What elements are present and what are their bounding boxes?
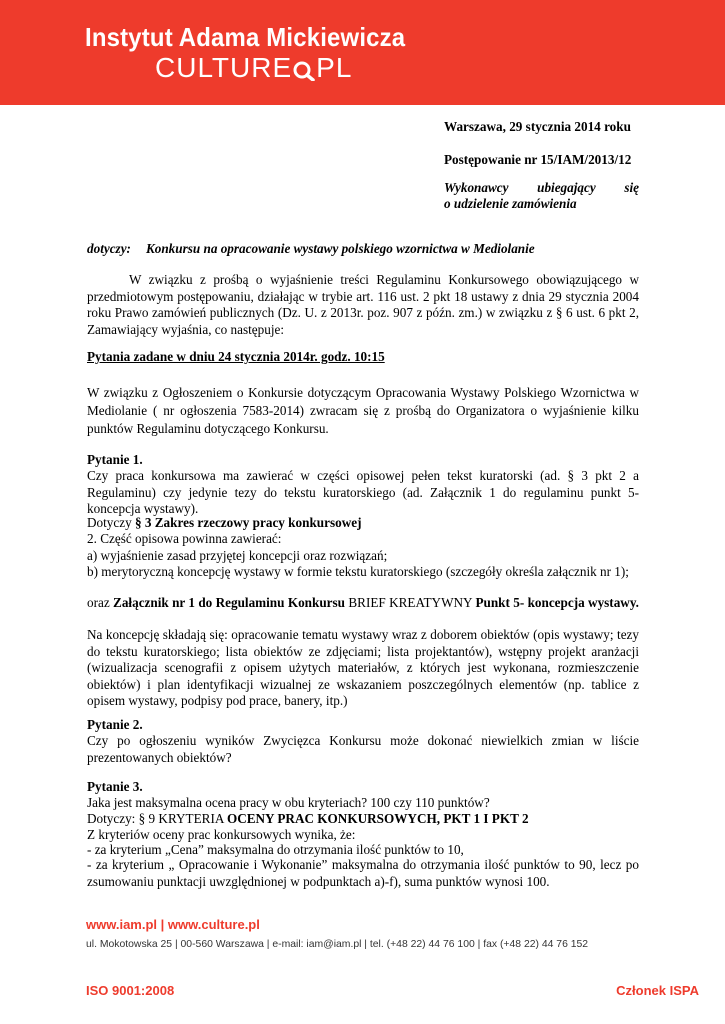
recipients-line1: Wykonawcy ubiegający się	[444, 180, 639, 195]
q3-line2: - za kryterium „Cena” maksymalna do otrzymania ilość punktów to 10,	[87, 842, 464, 857]
q3-title: Pytanie 3.	[87, 779, 143, 794]
intro-paragraph: W związku z prośbą o wyjaśnienie treści Regulaminu Konkursowego obowiązującego w przedmiotowym postępowaniu, działając w trybie art. 116 ust. 2 pkt 18 ustawy z dnia 29 stycznia 2004 roku Prawo zamówień publicznych (Dz. U. z 2013r. poz. 907 z późn. zm.) w związku z § 6 ust. 6 pkt 2, Zamawiający wyjaśnia, co następuje:	[87, 272, 639, 337]
q3-ref-prefix: Dotyczy: § 9 KRYTERIA	[87, 811, 227, 826]
letter-intro: W związku z Ogłoszeniem o Konkursie dotyczącym Opracowania Wystawy Polskiego Wzornictwa w Mediolanie ( nr ogłoszenia 7583-2014) zwracam się z prośbą do Organizatora o wyjaśnienie kilku punktów Regulaminu dotyczącego Konkursu.	[87, 385, 639, 436]
q1-title: Pytanie 1.	[87, 452, 143, 467]
org-name: Instytut Adama Mickiewicza	[85, 22, 406, 52]
q1-ref2-bold2: Punkt 5- koncepcja wystawy.	[475, 595, 639, 610]
q1-text: Czy praca konkursowa ma zawierać w części opisowej pełen tekst kuratorski (ad. § 3 pkt 2 a Regulaminu) czy jedynie tezy do tekstu kuratorskiego (ad. Załącznik 1 do regulaminu punkt 5- koncepcja wystawy).	[87, 468, 639, 516]
q2-text: Czy po ogłoszeniu wyników Zwycięzca Konkursu może dokonać niewielkich zmian w liście prezentowanych obiektów?	[87, 733, 639, 765]
recipients-line2: o udzielenie zamówienia	[444, 196, 577, 211]
q3-reference	[87, 811, 639, 828]
subject-line	[87, 241, 639, 258]
q1-ref-bold: § 3 Zakres rzeczowy pracy konkursowej	[134, 515, 362, 530]
q1-ref2-mid: BRIEF KREATYWNY	[345, 595, 476, 610]
q1-item-b: b) merytoryczną koncepcję wystawy w formie tekstu kuratorskiego (szczegóły określa załącznik nr 1);	[87, 564, 629, 579]
subject-text: Konkursu na opracowanie wystawy polskiego wzornictwa w Mediolanie	[145, 241, 535, 256]
section-heading: Pytania zadane w dniu 24 stycznia 2014r. godz. 10:15	[87, 349, 385, 364]
magnifier-icon	[293, 56, 315, 80]
q1-ref2-bold1: Załącznik nr 1 do Regulaminu Konkursu	[113, 595, 345, 610]
footer-address: ul. Mokotowska 25 | 00-560 Warszawa | e-mail: iam@iam.pl | tel. (+48 22) 44 76 100 | fax (+48 22) 44 76 152	[86, 939, 589, 950]
q1-ref2-text: Na koncepcję składają się: opracowanie tematu wystawy wraz z doborem obiektów (opis wystawy; tezy do tekstu kuratorskiego; lista obiektów ze zdjęciami; lista projektantów), wstępny projekt aranżacji (wizualizacja scenografii z opisem użytych materiałów, z których jest wykonana, rozmieszczenie obiektów) i plan identyfikacji wizualnej ze wskazaniem poszczególnych elementów (np. tablice z opisem wystawy, podpisy pod prace, banery, itp.)	[87, 627, 639, 708]
q1-ref2-line	[87, 595, 639, 612]
q3-line1: Z kryteriów oceny prac konkursowych wynika, że:	[87, 827, 356, 842]
q1-ref2-prefix: oraz	[87, 595, 114, 610]
q1-reference	[87, 515, 639, 532]
q1-item-a: a) wyjaśnienie zasad przyjętej koncepcji oraz rozwiązań;	[87, 548, 388, 563]
brand-left: CULTURE	[155, 52, 293, 83]
q1-item-intro: 2. Część opisowa powinna zawierać:	[87, 531, 282, 546]
footer-web-links: www.iam.pl | www.culture.pl	[86, 917, 260, 932]
brand-right: PL	[316, 52, 353, 83]
ispa-membership: Członek ISPA	[616, 983, 699, 998]
iso-certification: ISO 9001:2008	[86, 983, 175, 998]
q3-ref-bold: OCENY PRAC KONKURSOWYCH, PKT 1 I PKT 2	[226, 811, 529, 826]
case-number: Postępowanie nr 15/IAM/2013/12	[444, 152, 632, 167]
q2-title: Pytanie 2.	[87, 717, 143, 732]
date-line: Warszawa, 29 stycznia 2014 roku	[444, 119, 631, 134]
q3-text: Jaka jest maksymalna ocena pracy w obu kryteriach? 100 czy 110 punktów?	[87, 795, 490, 810]
q1-ref-prefix: Dotyczy	[87, 515, 135, 530]
subject-label: dotyczy:	[87, 241, 131, 256]
header-banner	[0, 0, 725, 105]
brand-logo	[155, 52, 352, 84]
q3-line3: - za kryterium „ Opracowanie i Wykonanie” maksymalna do otrzymania ilość punktów to 90, lecz po zsumowaniu punktacji uwzględnionej w podpunktach a)-f), suma punktów wynosi 100.	[87, 857, 639, 889]
